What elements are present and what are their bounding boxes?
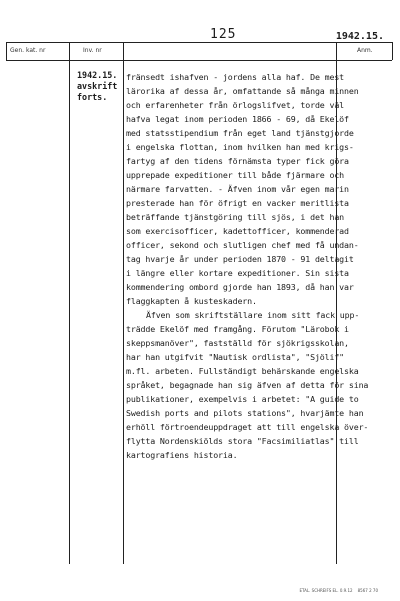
entry-id-block bbox=[77, 70, 117, 103]
column-header-inv-nr: Inv. nr bbox=[83, 47, 102, 54]
header-bottom-rule bbox=[6, 60, 392, 61]
text-line: har han utgifvit "Nautisk ordlista", "Sjölif" bbox=[126, 352, 345, 362]
text-line: presterade han för öfrigt en vacker meritlista bbox=[126, 198, 349, 208]
text-line: som exercisofficer, kadettofficer, kommenderad bbox=[126, 226, 349, 236]
text-line: beträffande tjänstgöring till sjös, i det han bbox=[126, 212, 345, 222]
text-line: tag hvarje år under perioden 1870 - 91 deltagit bbox=[126, 254, 354, 264]
text-line: fränsedt ishafven - jordens alla haf. De mest bbox=[126, 72, 345, 82]
text-line: skeppsmanöver", fastställd för sjökrigsskolan, bbox=[126, 338, 349, 348]
text-line: i engelska flottan, inom hvilken han med krigs- bbox=[126, 142, 354, 152]
text-line: i längre eller kortare expeditioner. Sin sista bbox=[126, 268, 349, 278]
text-line: Swedish ports and pilots stations", hvarjämte han bbox=[126, 408, 364, 418]
text-line: m.fl. arbeten. Fullständigt behärskande engelska bbox=[126, 366, 359, 376]
text-line: erhöll förtroendeuppdraget att till engelska över- bbox=[126, 422, 369, 432]
entry-note-forts: forts. bbox=[77, 92, 108, 102]
column-header-gen-kat-nr: Gen. kat. nr bbox=[10, 47, 46, 54]
text-line: officer, sekond och slutligen chef med få undan- bbox=[126, 240, 359, 250]
text-line: flaggkapten å kusteskadern. bbox=[126, 296, 257, 306]
text-line: kartografiens historia. bbox=[126, 450, 238, 460]
form-number: 8567 2 70 bbox=[357, 588, 378, 593]
form-code: ETAL. SCHREIFS EL. 0.9.12 bbox=[299, 588, 353, 593]
text-line: hafva legat inom perioden 1866 - 69, då Ekelöf bbox=[126, 114, 349, 124]
text-line: kommendering ombord gjorde han 1893, då han var bbox=[126, 282, 354, 292]
text-line: lärorika af dessa år, omfattande så många minnen bbox=[126, 86, 359, 96]
column-divider-gen bbox=[69, 42, 70, 564]
text-line: fartyg af den tidens förnämsta typer fick göra bbox=[126, 156, 349, 166]
text-line: trädde Ekelöf med framgång. Förutom "Lärobok i bbox=[126, 324, 349, 334]
text-line: och erfarenheter från örlogslifvet, torde väl bbox=[126, 100, 345, 110]
text-line: upprepade expeditioner till både fjärmare och bbox=[126, 170, 345, 180]
header-top-rule bbox=[6, 42, 392, 43]
text-line: språket, begagnade han sig äfven af detta för sina bbox=[126, 380, 369, 390]
entry-body-text bbox=[126, 70, 374, 462]
right-border bbox=[392, 42, 393, 60]
left-border bbox=[6, 42, 7, 60]
text-line: flytta Nordenskiölds stora "Facsimiliatlas" till bbox=[126, 436, 359, 446]
text-line: publikationer, exempelvis i arbetet: "A guide to bbox=[126, 394, 359, 404]
entry-note-avskrift: avskrift bbox=[77, 81, 118, 91]
text-line: Äfven som skriftställare inom sitt fack upp- bbox=[146, 310, 360, 320]
column-divider-inv bbox=[123, 42, 124, 564]
text-line: med statsstipendium från eget land tjänstgjorde bbox=[126, 128, 354, 138]
column-header-anm: Anm. bbox=[357, 47, 373, 54]
form-footer bbox=[299, 588, 378, 593]
page-number: 125 bbox=[210, 27, 237, 42]
year-code: 1942.15. bbox=[335, 31, 384, 42]
text-line: närmare farvatten. - Äfven inom vår egen marin bbox=[126, 184, 349, 194]
entry-id: 1942.15. bbox=[77, 70, 118, 80]
